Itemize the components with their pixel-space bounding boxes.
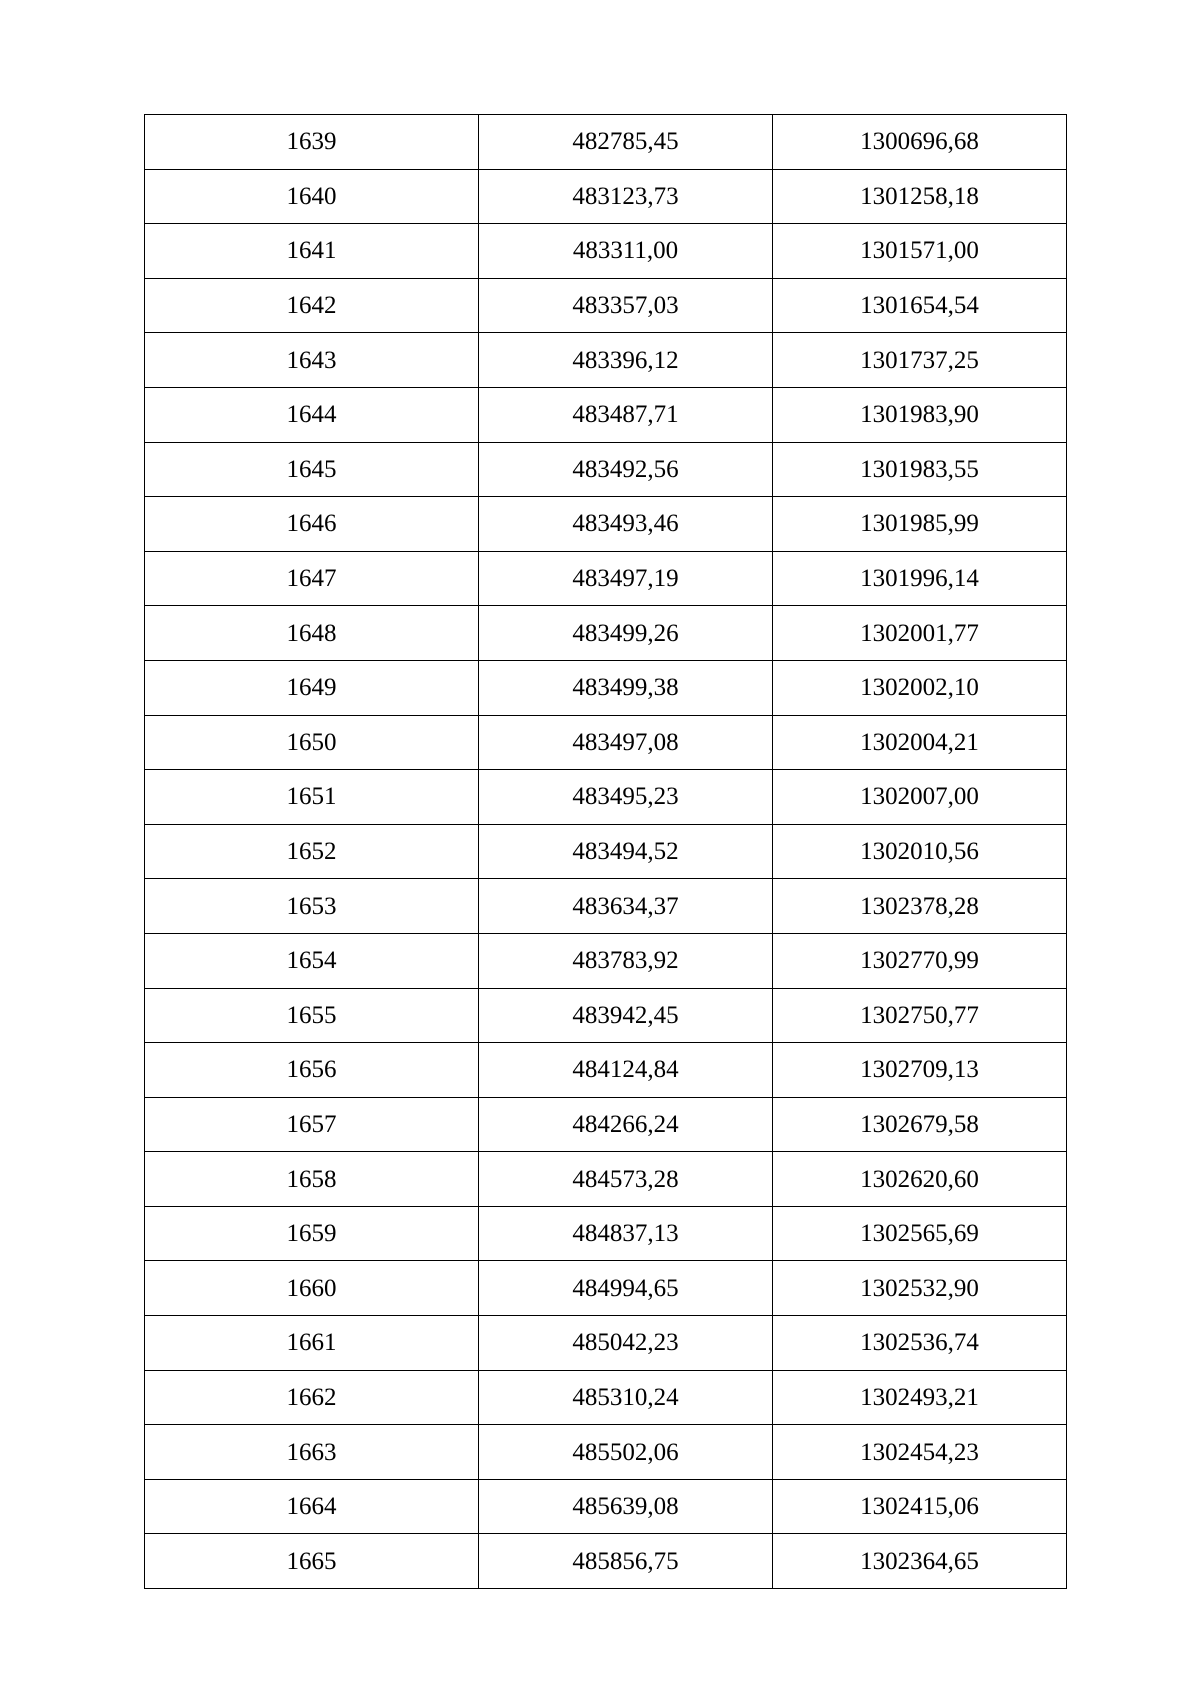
y-coordinate-cell: 1302001,77 (773, 606, 1067, 661)
y-coordinate-cell: 1300696,68 (773, 115, 1067, 170)
x-coordinate-cell: 485856,75 (479, 1534, 773, 1589)
point-number-cell: 1653 (145, 879, 479, 934)
x-coordinate-cell: 483123,73 (479, 169, 773, 224)
table-row (145, 1152, 1067, 1207)
y-coordinate-cell: 1302493,21 (773, 1370, 1067, 1425)
table-row (145, 988, 1067, 1043)
table-row (145, 715, 1067, 770)
point-number-cell: 1650 (145, 715, 479, 770)
point-number-cell: 1649 (145, 660, 479, 715)
y-coordinate-cell: 1301654,54 (773, 278, 1067, 333)
coordinates-table (144, 114, 1067, 1589)
table-row (145, 1043, 1067, 1098)
table-row (145, 933, 1067, 988)
point-number-cell: 1659 (145, 1206, 479, 1261)
x-coordinate-cell: 483783,92 (479, 933, 773, 988)
x-coordinate-cell: 483942,45 (479, 988, 773, 1043)
y-coordinate-cell: 1302454,23 (773, 1425, 1067, 1480)
y-coordinate-cell: 1302010,56 (773, 824, 1067, 879)
y-coordinate-cell: 1302679,58 (773, 1097, 1067, 1152)
point-number-cell: 1646 (145, 497, 479, 552)
x-coordinate-cell: 484994,65 (479, 1261, 773, 1316)
y-coordinate-cell: 1302007,00 (773, 770, 1067, 825)
table-row (145, 1534, 1067, 1589)
y-coordinate-cell: 1302415,06 (773, 1479, 1067, 1534)
point-number-cell: 1657 (145, 1097, 479, 1152)
table-row (145, 497, 1067, 552)
x-coordinate-cell: 484124,84 (479, 1043, 773, 1098)
x-coordinate-cell: 483634,37 (479, 879, 773, 934)
point-number-cell: 1647 (145, 551, 479, 606)
y-coordinate-cell: 1301985,99 (773, 497, 1067, 552)
table-row (145, 770, 1067, 825)
y-coordinate-cell: 1302364,65 (773, 1534, 1067, 1589)
y-coordinate-cell: 1302532,90 (773, 1261, 1067, 1316)
x-coordinate-cell: 483396,12 (479, 333, 773, 388)
x-coordinate-cell: 484837,13 (479, 1206, 773, 1261)
point-number-cell: 1663 (145, 1425, 479, 1480)
x-coordinate-cell: 483492,56 (479, 442, 773, 497)
point-number-cell: 1655 (145, 988, 479, 1043)
table-row (145, 1206, 1067, 1261)
table-row (145, 333, 1067, 388)
y-coordinate-cell: 1302770,99 (773, 933, 1067, 988)
y-coordinate-cell: 1302536,74 (773, 1316, 1067, 1371)
point-number-cell: 1644 (145, 387, 479, 442)
point-number-cell: 1645 (145, 442, 479, 497)
table-row (145, 1479, 1067, 1534)
y-coordinate-cell: 1302002,10 (773, 660, 1067, 715)
y-coordinate-cell: 1302750,77 (773, 988, 1067, 1043)
y-coordinate-cell: 1302565,69 (773, 1206, 1067, 1261)
point-number-cell: 1658 (145, 1152, 479, 1207)
x-coordinate-cell: 483311,00 (479, 224, 773, 279)
point-number-cell: 1640 (145, 169, 479, 224)
table-row (145, 278, 1067, 333)
coordinates-table-body (145, 115, 1067, 1589)
table-row (145, 224, 1067, 279)
x-coordinate-cell: 485310,24 (479, 1370, 773, 1425)
point-number-cell: 1641 (145, 224, 479, 279)
point-number-cell: 1651 (145, 770, 479, 825)
table-row (145, 169, 1067, 224)
y-coordinate-cell: 1301983,90 (773, 387, 1067, 442)
table-row (145, 1097, 1067, 1152)
table-row (145, 879, 1067, 934)
table-row (145, 1425, 1067, 1480)
point-number-cell: 1662 (145, 1370, 479, 1425)
y-coordinate-cell: 1301737,25 (773, 333, 1067, 388)
point-number-cell: 1639 (145, 115, 479, 170)
point-number-cell: 1656 (145, 1043, 479, 1098)
table-row (145, 551, 1067, 606)
point-number-cell: 1664 (145, 1479, 479, 1534)
x-coordinate-cell: 485639,08 (479, 1479, 773, 1534)
x-coordinate-cell: 483497,08 (479, 715, 773, 770)
y-coordinate-cell: 1302620,60 (773, 1152, 1067, 1207)
table-row (145, 1370, 1067, 1425)
point-number-cell: 1660 (145, 1261, 479, 1316)
point-number-cell: 1652 (145, 824, 479, 879)
x-coordinate-cell: 483495,23 (479, 770, 773, 825)
point-number-cell: 1643 (145, 333, 479, 388)
x-coordinate-cell: 484266,24 (479, 1097, 773, 1152)
table-row (145, 115, 1067, 170)
table-row (145, 606, 1067, 661)
x-coordinate-cell: 483497,19 (479, 551, 773, 606)
x-coordinate-cell: 485042,23 (479, 1316, 773, 1371)
table-row (145, 824, 1067, 879)
x-coordinate-cell: 482785,45 (479, 115, 773, 170)
x-coordinate-cell: 483493,46 (479, 497, 773, 552)
point-number-cell: 1661 (145, 1316, 479, 1371)
y-coordinate-cell: 1302378,28 (773, 879, 1067, 934)
x-coordinate-cell: 483499,26 (479, 606, 773, 661)
table-row (145, 660, 1067, 715)
x-coordinate-cell: 484573,28 (479, 1152, 773, 1207)
table-row (145, 442, 1067, 497)
table-row (145, 1316, 1067, 1371)
table-row (145, 387, 1067, 442)
point-number-cell: 1654 (145, 933, 479, 988)
y-coordinate-cell: 1301571,00 (773, 224, 1067, 279)
point-number-cell: 1648 (145, 606, 479, 661)
x-coordinate-cell: 485502,06 (479, 1425, 773, 1480)
x-coordinate-cell: 483494,52 (479, 824, 773, 879)
point-number-cell: 1642 (145, 278, 479, 333)
table-row (145, 1261, 1067, 1316)
y-coordinate-cell: 1301983,55 (773, 442, 1067, 497)
y-coordinate-cell: 1301996,14 (773, 551, 1067, 606)
point-number-cell: 1665 (145, 1534, 479, 1589)
y-coordinate-cell: 1302004,21 (773, 715, 1067, 770)
x-coordinate-cell: 483357,03 (479, 278, 773, 333)
x-coordinate-cell: 483499,38 (479, 660, 773, 715)
x-coordinate-cell: 483487,71 (479, 387, 773, 442)
y-coordinate-cell: 1301258,18 (773, 169, 1067, 224)
y-coordinate-cell: 1302709,13 (773, 1043, 1067, 1098)
